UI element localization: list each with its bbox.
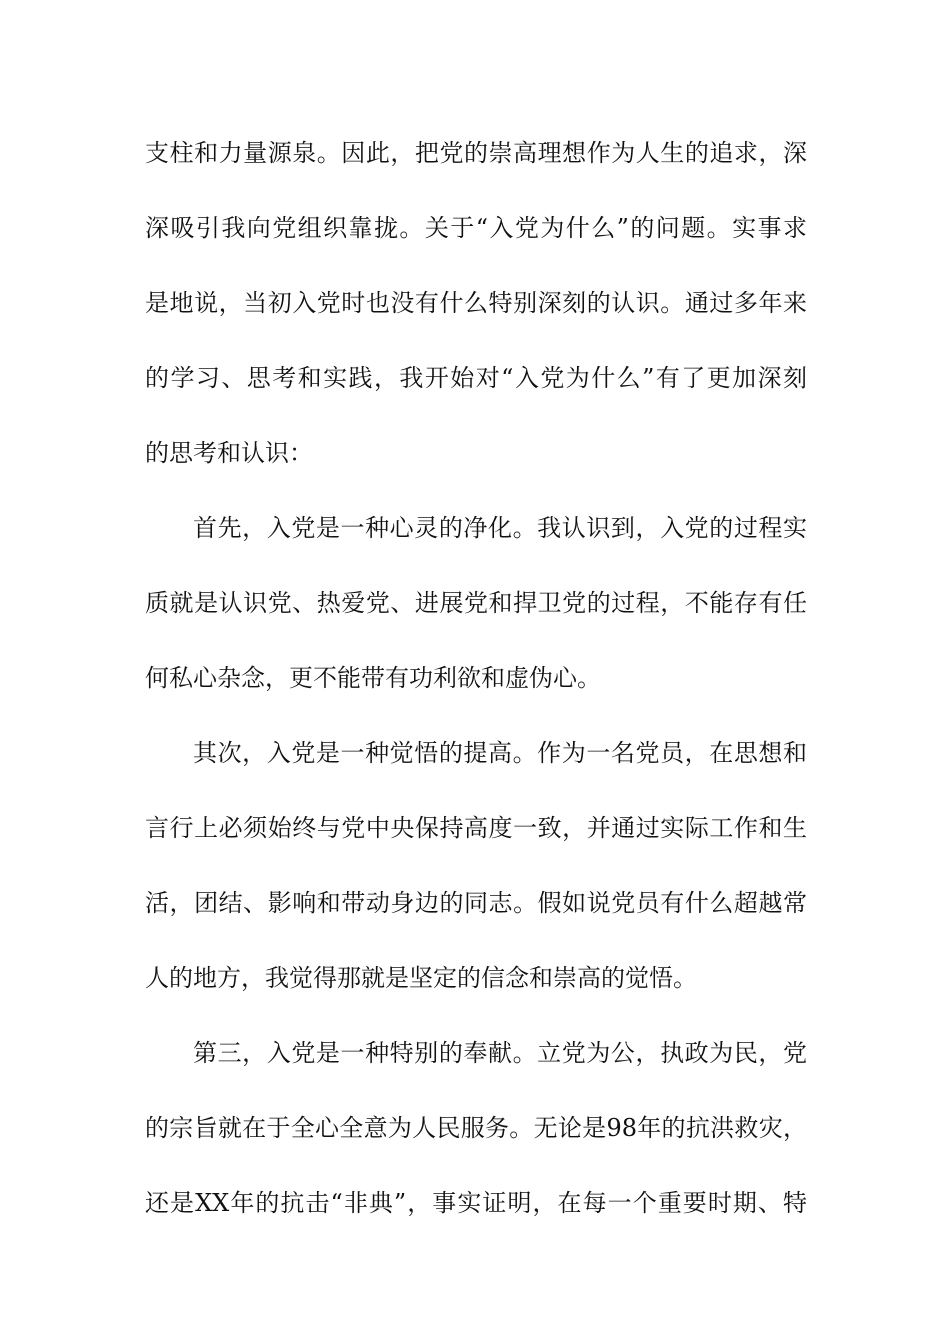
text-line: 首先，入党是一种心灵的净化。我认识到，入党的过程实 [193,514,807,542]
text-line: 的思考和认识： [145,439,313,467]
text-line: 其次，入党是一种觉悟的提高。作为一名党员，在思想和 [193,739,807,767]
text-line: 言行上必须始终与党中央保持高度一致，并通过实际工作和生 [145,814,807,842]
text-line: 人的地方，我觉得那就是坚定的信念和崇高的觉悟。 [145,964,697,992]
text-line: 质就是认识党、热爱党、进展党和捍卫党的过程，不能存有任 [145,589,807,617]
text-line: 活，团结、影响和带动身边的同志。假如说党员有什么超越常 [145,889,807,917]
text-line: 的学习、思考和实践，我开始对“入党为什么”有了更加深刻 [145,364,807,392]
text-line: 支柱和力量源泉。因此，把党的崇高理想作为人生的追求，深 [145,139,807,167]
document-body [145,128,807,1253]
text-line: 是地说，当初入党时也没有什么特别深刻的认识。通过多年来 [145,289,807,317]
text-line: 还是XX年的抗击“非典”，事实证明，在每一个重要时期、特 [145,1189,807,1217]
text-line: 深吸引我向党组织靠拢。关于“入党为什么”的问题。实事求 [145,214,807,242]
text-line: 的宗旨就在于全心全意为人民服务。无论是98年的抗洪救灾， [145,1114,807,1142]
text-line: 第三，入党是一种特别的奉献。立党为公，执政为民，党 [193,1039,807,1067]
text-line: 何私心杂念，更不能带有功利欲和虚伪心。 [145,664,601,692]
